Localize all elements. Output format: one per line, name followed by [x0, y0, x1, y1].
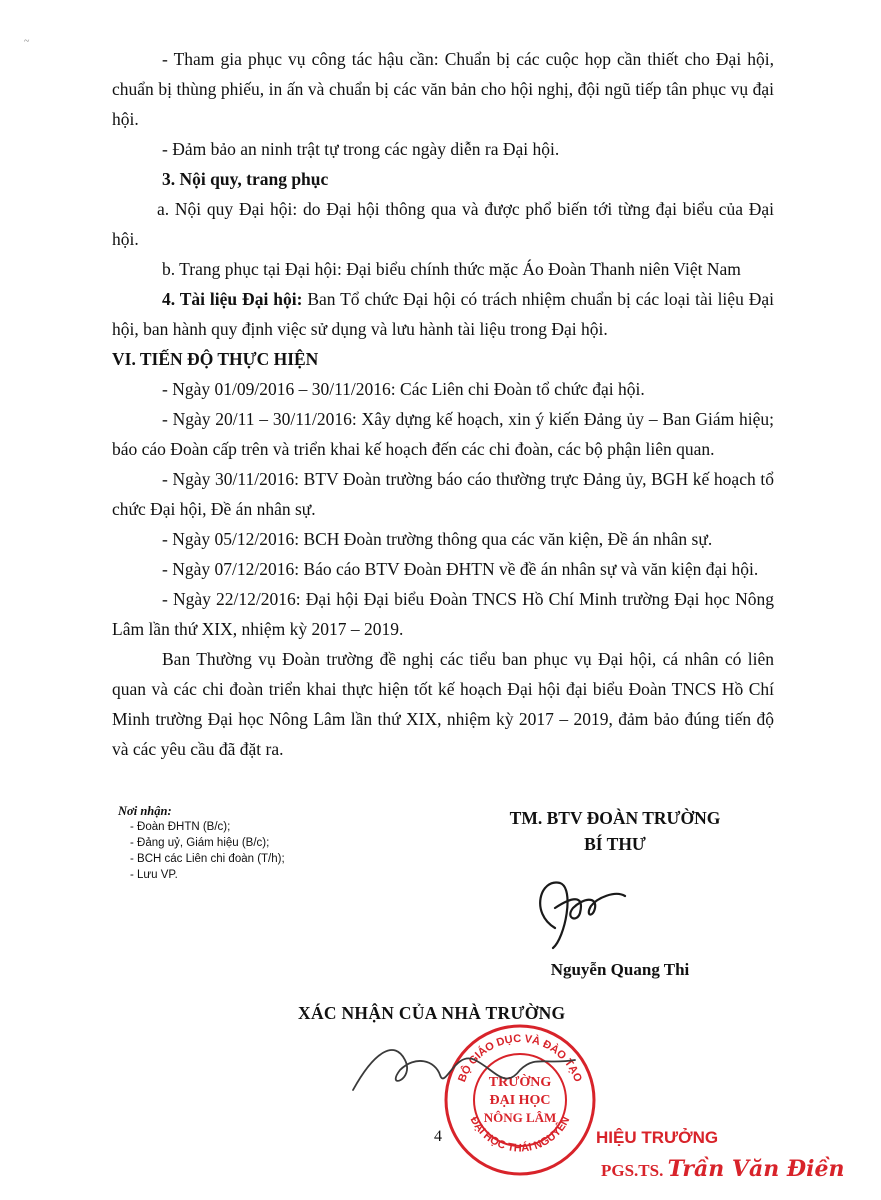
schedule-item-5: - Ngày 07/12/2016: Báo cáo BTV Đoàn ĐHTN về đề án nhân sự và văn kiện đại hội. [162, 559, 759, 579]
confirmation-heading: XÁC NHẬN CỦA NHÀ TRƯỜNG [298, 1003, 566, 1023]
seal-center-2: ĐẠI HỌC [489, 1093, 551, 1108]
paragraph-logistics: - Tham gia phục vụ công tác hậu cần: Chuẩn bị các cuộc họp cần thiết cho Đại hội, chuẩn bị thùng phiếu, in ấn và chuẩn bị các văn bản cho hội nghị, đội ngũ tiếp tân phục vụ đại hội. [112, 49, 774, 129]
principal-title: HIỆU TRƯỞNG [596, 1128, 719, 1147]
recipient-item: - Đoàn ĐHTN (B/c); [130, 821, 231, 833]
recipients-block [118, 803, 285, 883]
paragraph-documents [112, 284, 774, 344]
schedule-item-1: - Ngày 01/09/2016 – 30/11/2016: Các Liên chi Đoàn tổ chức đại hội. [162, 379, 645, 399]
paragraph-rules: a. Nội quy Đại hội: do Đại hội thông qua và được phổ biến tới từng đại biểu của Đại hội. [112, 199, 774, 249]
paragraph-attire: b. Trang phục tại Đại hội: Đại biểu chính thức mặc Áo Đoàn Thanh niên Việt Nam [162, 259, 741, 279]
sign-role: BÍ THƯ [584, 834, 646, 854]
document-body [112, 44, 774, 764]
sign-title: TM. BTV ĐOÀN TRƯỜNG [509, 808, 721, 828]
recipient-item: - Lưu VP. [130, 869, 178, 881]
seal-ring-top: BỘ GIÁO DỤC VÀ ĐÀO TẠO [456, 1032, 584, 1084]
recipients-title: Nơi nhận: [118, 804, 172, 818]
page-number: 4 [434, 1128, 442, 1145]
schedule-item-4: - Ngày 05/12/2016: BCH Đoàn trường thông qua các văn kiện, Đề án nhân sự. [162, 529, 713, 549]
heading-documents: 4. Tài liệu Đại hội: [162, 289, 303, 309]
principal-signature [345, 1030, 595, 1110]
scan-mark: ~ [24, 36, 30, 47]
heading-rules-attire: 3. Nội quy, trang phục [162, 169, 329, 189]
paragraph-security: - Đảm bảo an ninh trật tự trong các ngày diễn ra Đại hội. [162, 139, 560, 159]
closing-paragraph: Ban Thường vụ Đoàn trường đề nghị các tiểu ban phục vụ Đại hội, cá nhân có liên quan và các chi đoàn triển khai thực hiện tốt kế hoạch Đại hội đại biểu Đoàn TNCS Hồ Chí Minh trường Đại học Nông Lâm lần thứ XIX, nhiệm kỳ 2017 – 2019, đảm bảo đúng tiến độ và các yêu cầu đã đặt ra. [112, 649, 774, 759]
handwritten-signature [525, 868, 635, 958]
seal-center-3: NÔNG LÂM [483, 1110, 557, 1125]
schedule-item-6: - Ngày 22/12/2016: Đại hội Đại biểu Đoàn TNCS Hồ Chí Minh trường Đại học Nông Lâm lần thứ XIX, nhiệm kỳ 2017 – 2019. [112, 589, 774, 639]
seal-center-1: TRƯỜNG [488, 1075, 552, 1090]
recipient-item: - Đảng uỷ, Giám hiệu (B/c); [130, 837, 270, 849]
principal-name-line [601, 1156, 844, 1182]
heading-schedule: VI. TIẾN ĐỘ THỰC HIỆN [112, 349, 319, 369]
signer-name: Nguyễn Quang Thi [550, 960, 690, 979]
signature-block [480, 805, 750, 857]
seal-ring-bottom: ĐẠI HỌC THÁI NGUYÊN [467, 1114, 573, 1155]
schedule-item-2: - Ngày 20/11 – 30/11/2016: Xây dựng kế hoạch, xin ý kiến Đảng ủy – Ban Giám hiệu; báo cáo Đoàn cấp trên và triển khai kế hoạch đến các chi đoàn, các bộ phận liên quan. [112, 409, 774, 459]
principal-name: Trần Văn Điền [667, 1156, 845, 1182]
principal-prefix: PGS.TS. [601, 1161, 668, 1180]
documents-text: Ban Tổ chức Đại hội có trách nhiệm chuẩn bị các loại tài liệu Đại hội, ban hành quy định việc sử dụng và lưu hành tài liệu trong Đại hội. [112, 289, 774, 339]
schedule-item-3: - Ngày 30/11/2016: BTV Đoàn trường báo cáo thường trực Đảng ủy, BGH kế hoạch tổ chức Đại hội, Đề án nhân sự. [112, 469, 774, 519]
recipient-item: - BCH các Liên chi đoàn (T/h); [130, 853, 285, 865]
